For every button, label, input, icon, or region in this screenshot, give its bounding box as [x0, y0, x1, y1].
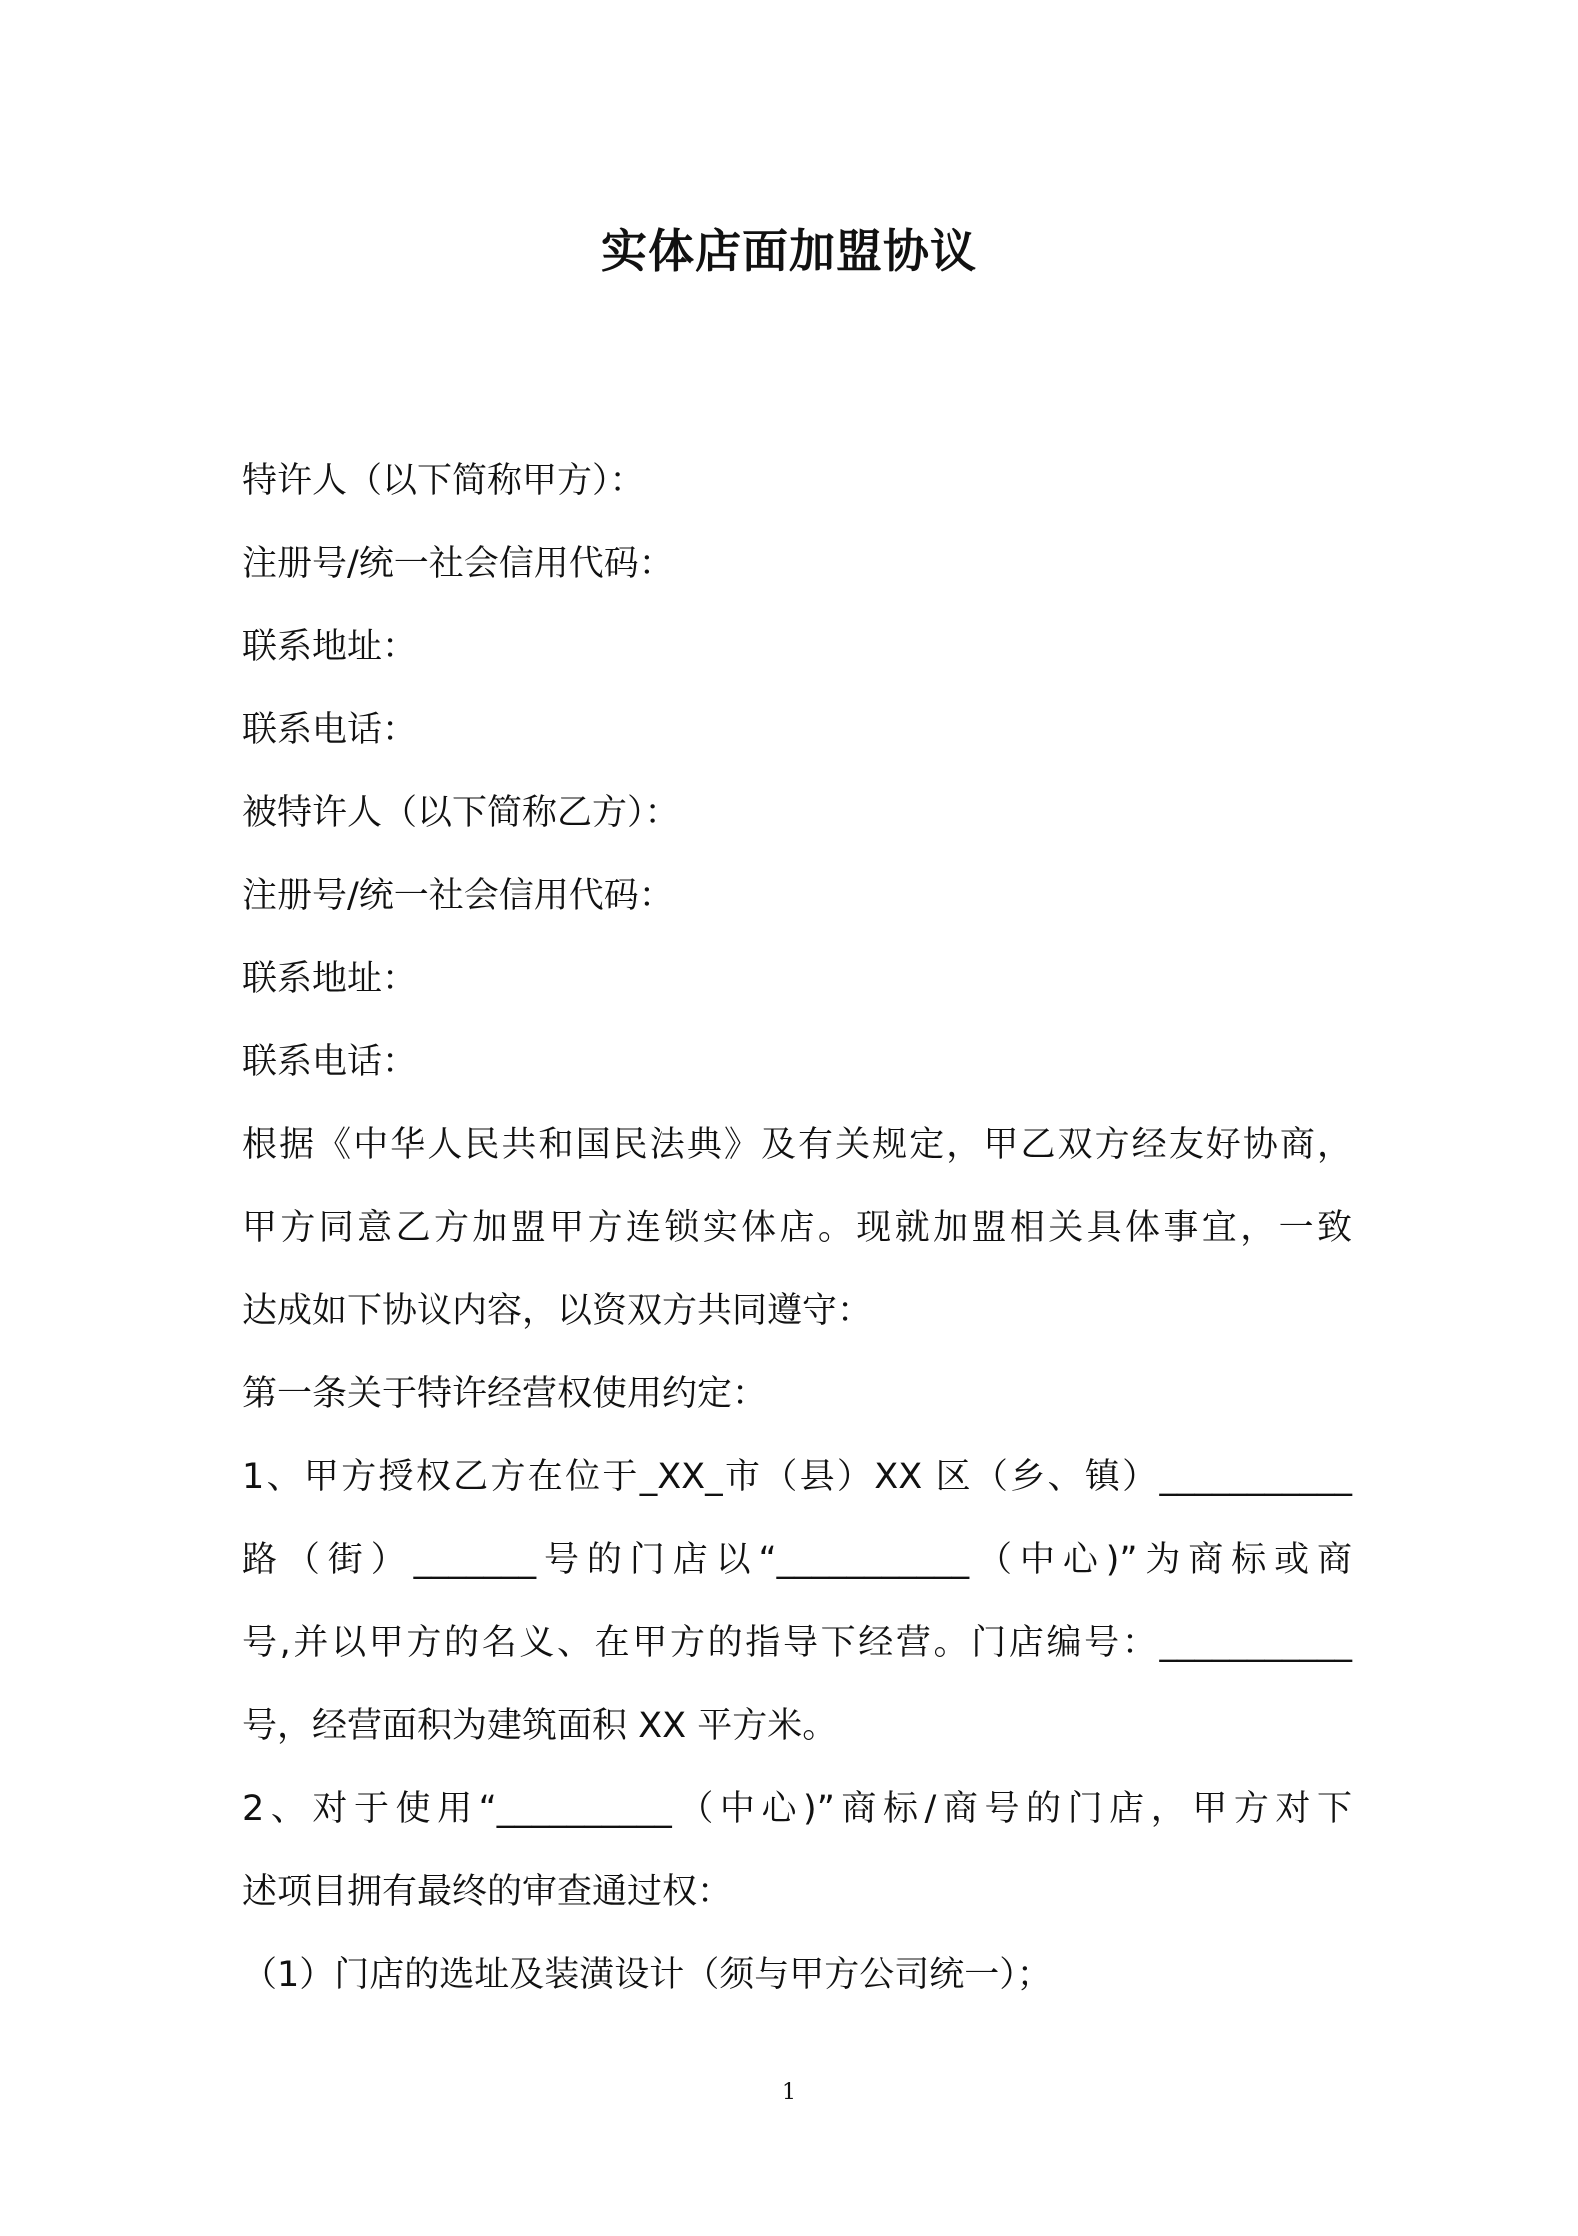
clause-2-line: 述项目拥有最终的审查通过权： [242, 1872, 733, 1912]
franchisee-label: 被特许人（以下简称乙方）： [242, 793, 680, 833]
franchisee-phone-label: 联系电话： [242, 1042, 418, 1082]
article-1-heading: 第一条关于特许经营权使用约定： [242, 1374, 768, 1414]
document-title: 实体店面加盟协议 [601, 224, 977, 278]
clause-2-item-1: （1）门店的选址及装潢设计（须与甲方公司统一）； [242, 1955, 1052, 1995]
clause-1-line: 路（街）_______号的门店以“___________（中心)”为商标或商 [242, 1540, 1352, 1580]
preamble-line: 达成如下协议内容，以资双方共同遵守： [242, 1291, 873, 1331]
clause-2-line: 2、对于使用“__________（中心)”商标/商号的门店，甲方对下 [242, 1789, 1352, 1829]
clause-1-line: 号,并以甲方的名义、在甲方的指导下经营。门店编号：___________ [242, 1623, 1352, 1663]
page-number: 1 [782, 2080, 796, 2105]
franchisor-registration-label: 注册号/统一社会信用代码： [242, 544, 674, 584]
franchisor-address-label: 联系地址： [242, 627, 418, 667]
preamble-line: 根据《中华人民共和国民法典》及有关规定，甲乙双方经友好协商， [242, 1125, 1352, 1165]
clause-1-line: 号，经营面积为建筑面积 XX 平方米。 [242, 1706, 838, 1746]
preamble-line: 甲方同意乙方加盟甲方连锁实体店。现就加盟相关具体事宜，一致 [242, 1208, 1352, 1248]
franchisor-label: 特许人（以下简称甲方）： [242, 461, 645, 501]
clause-1-line: 1、甲方授权乙方在位于_XX_市（县）XX 区（乡、镇）___________ [242, 1457, 1352, 1497]
franchisee-registration-label: 注册号/统一社会信用代码： [242, 876, 674, 916]
franchisor-phone-label: 联系电话： [242, 710, 418, 750]
franchisee-address-label: 联系地址： [242, 959, 418, 999]
